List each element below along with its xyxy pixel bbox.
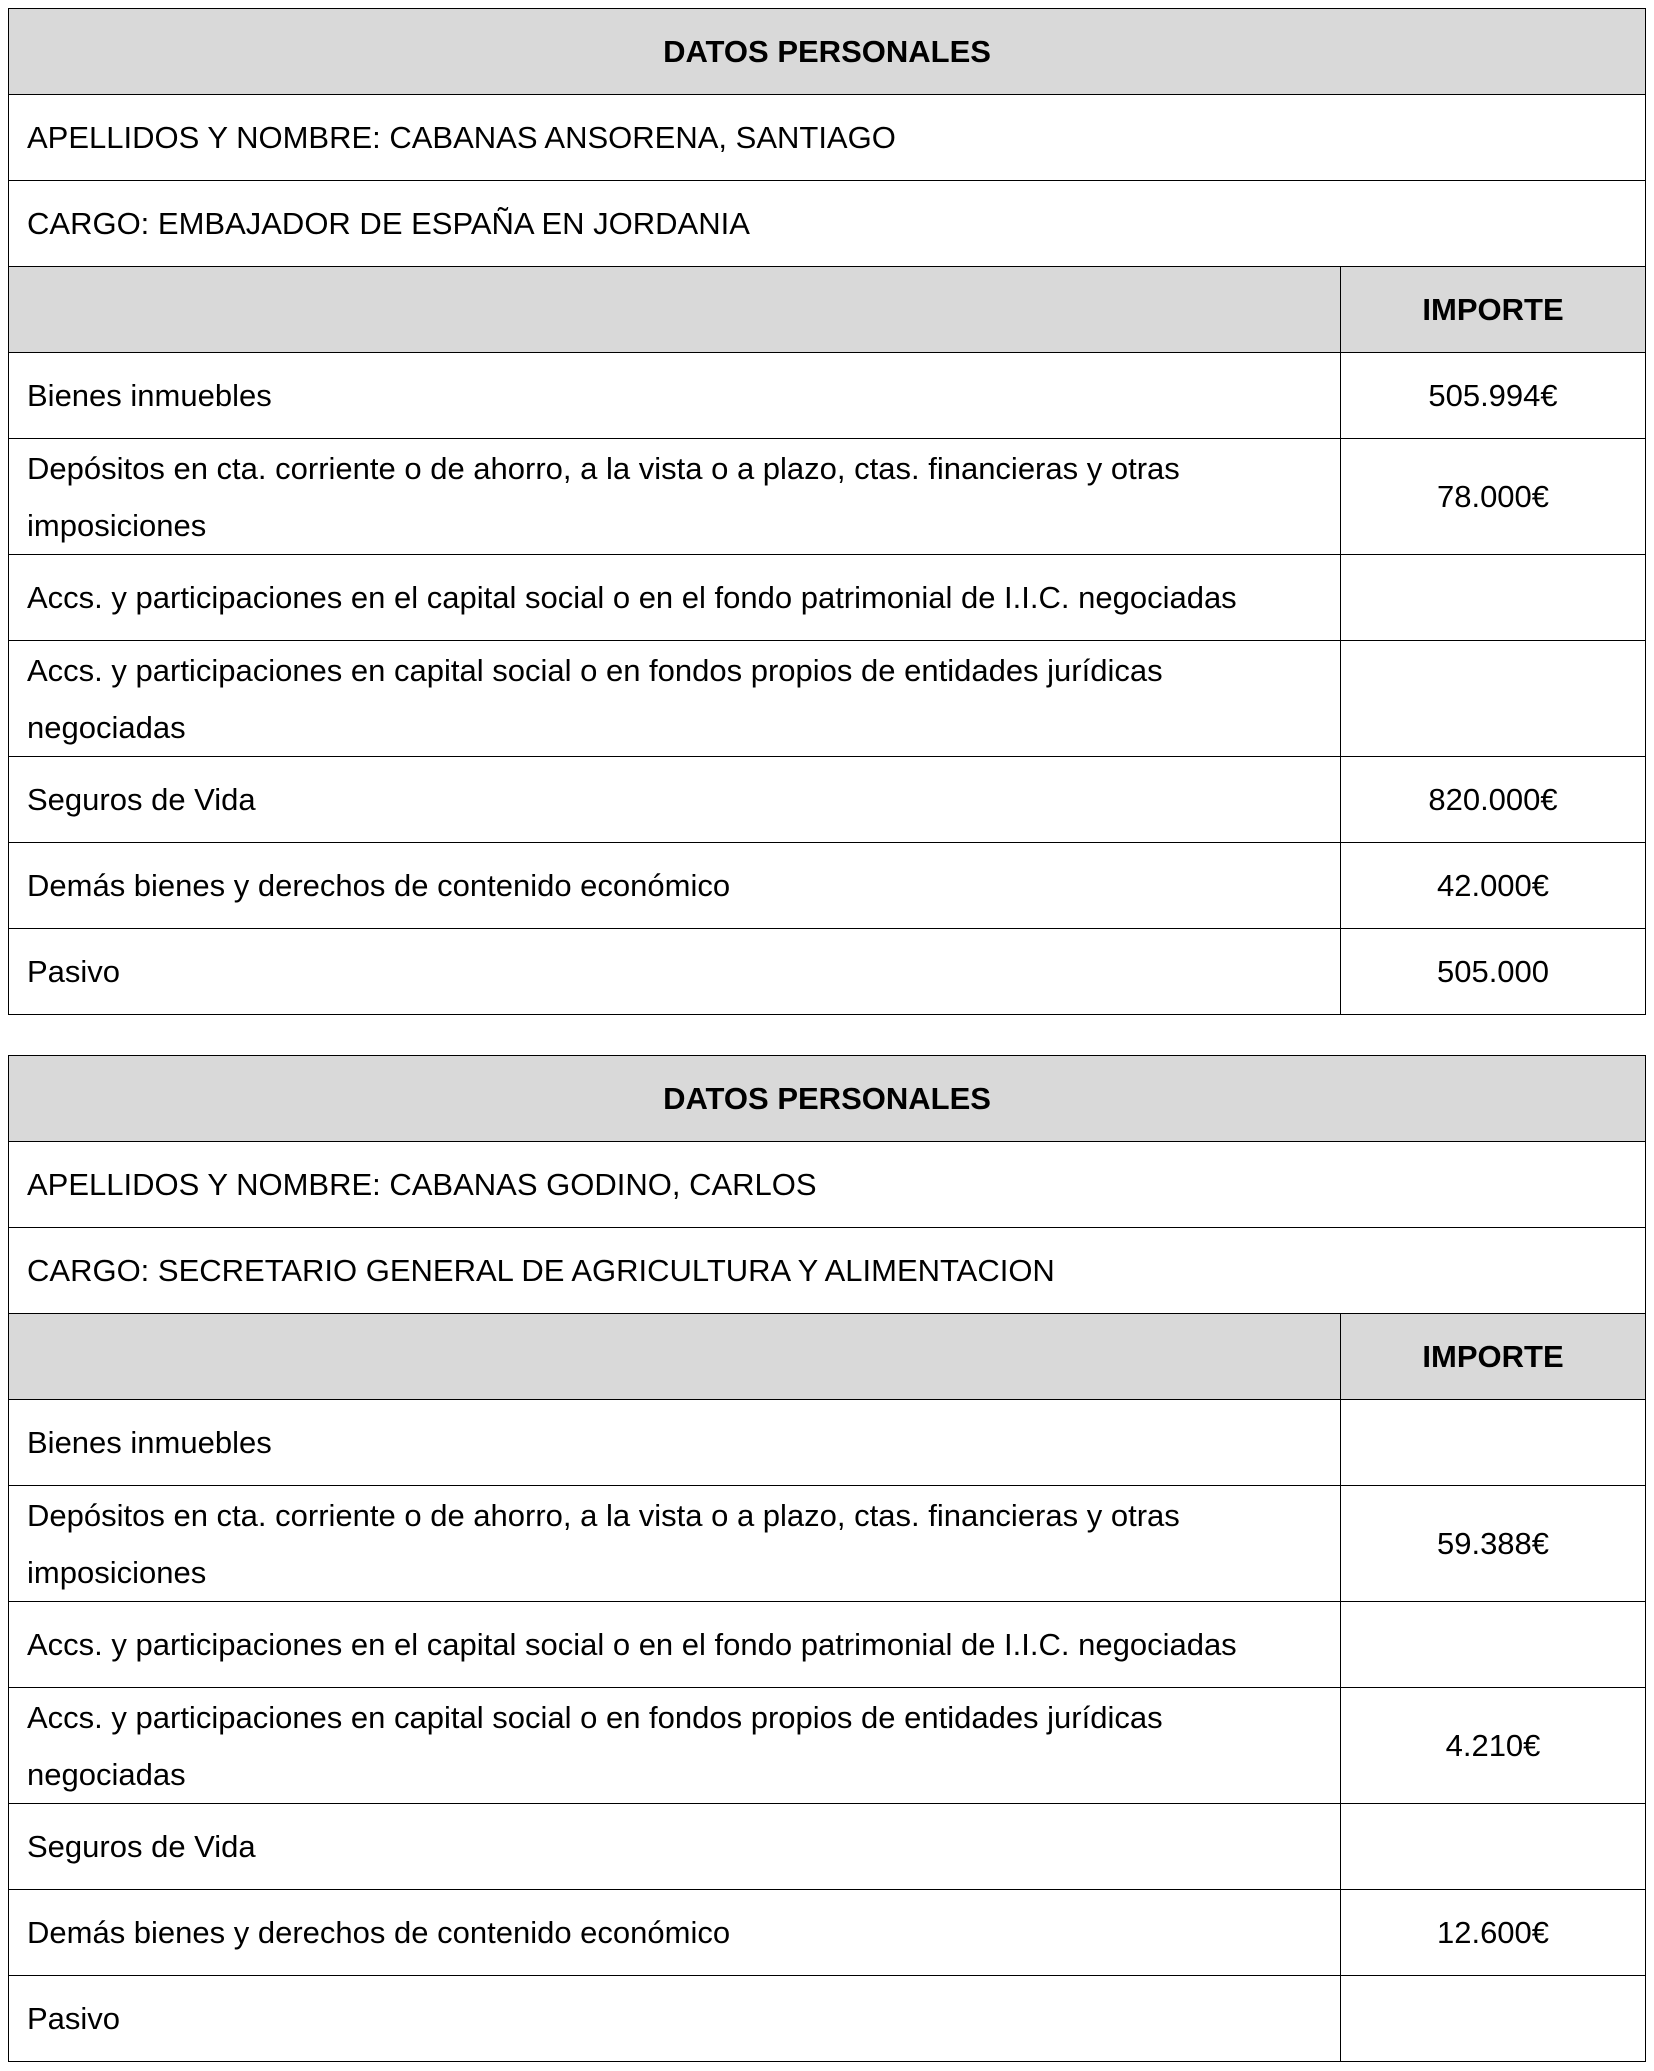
- concept-cell: Bienes inmuebles: [9, 353, 1341, 439]
- amount-cell: 78.000€: [1341, 439, 1646, 555]
- concept-header-cell: [9, 267, 1341, 353]
- concept-cell: Accs. y participaciones en capital social o en fondos propios de entidades jurídicas negociadas: [9, 641, 1341, 757]
- amount-header: IMPORTE: [1341, 267, 1646, 353]
- amount-cell: 820.000€: [1341, 757, 1646, 843]
- concept-cell: Bienes inmuebles: [9, 1400, 1341, 1486]
- amount-cell: 4.210€: [1341, 1688, 1646, 1804]
- section-header: DATOS PERSONALES: [9, 1056, 1646, 1142]
- concept-cell: Pasivo: [9, 1976, 1341, 2062]
- concept-cell: Seguros de Vida: [9, 1804, 1341, 1890]
- name-line: APELLIDOS Y NOMBRE: CABANAS GODINO, CARLOS: [9, 1142, 1646, 1228]
- amount-cell: [1341, 1804, 1646, 1890]
- amount-cell: 59.388€: [1341, 1486, 1646, 1602]
- table-row: [9, 757, 1646, 843]
- table-row: [9, 353, 1646, 439]
- table-row: [9, 1400, 1646, 1486]
- table-row: [9, 929, 1646, 1015]
- cargo-line: CARGO: SECRETARIO GENERAL DE AGRICULTURA Y ALIMENTACION: [9, 1228, 1646, 1314]
- concept-cell: Demás bienes y derechos de contenido económico: [9, 843, 1341, 929]
- declaration-table-2: [8, 1055, 1646, 2062]
- concept-cell: Demás bienes y derechos de contenido económico: [9, 1890, 1341, 1976]
- concept-cell: Accs. y participaciones en el capital social o en el fondo patrimonial de I.I.C. negociadas: [9, 555, 1341, 641]
- amount-cell: [1341, 1400, 1646, 1486]
- concept-header-cell: [9, 1314, 1341, 1400]
- concept-cell: Pasivo: [9, 929, 1341, 1015]
- amount-cell: [1341, 555, 1646, 641]
- amount-cell: [1341, 641, 1646, 757]
- table-row: [9, 555, 1646, 641]
- amount-cell: 505.000: [1341, 929, 1646, 1015]
- table-row: [9, 1602, 1646, 1688]
- amount-cell: 505.994€: [1341, 353, 1646, 439]
- concept-cell: Depósitos en cta. corriente o de ahorro, a la vista o a plazo, ctas. financieras y otras imposiciones: [9, 1486, 1341, 1602]
- concept-cell: Accs. y participaciones en capital social o en fondos propios de entidades jurídicas negociadas: [9, 1688, 1341, 1804]
- table-row: [9, 843, 1646, 929]
- amount-cell: [1341, 1976, 1646, 2062]
- declaration-table-1: [8, 8, 1646, 1015]
- concept-cell: Accs. y participaciones en el capital social o en el fondo patrimonial de I.I.C. negociadas: [9, 1602, 1341, 1688]
- amount-cell: 42.000€: [1341, 843, 1646, 929]
- table-row: [9, 1890, 1646, 1976]
- concept-cell: Depósitos en cta. corriente o de ahorro, a la vista o a plazo, ctas. financieras y otras imposiciones: [9, 439, 1341, 555]
- name-line: APELLIDOS Y NOMBRE: CABANAS ANSORENA, SANTIAGO: [9, 95, 1646, 181]
- cargo-line: CARGO: EMBAJADOR DE ESPAÑA EN JORDANIA: [9, 181, 1646, 267]
- amount-cell: 12.600€: [1341, 1890, 1646, 1976]
- table-row: [9, 641, 1646, 757]
- table-row: [9, 1976, 1646, 2062]
- amount-cell: [1341, 1602, 1646, 1688]
- table-row: [9, 439, 1646, 555]
- section-header: DATOS PERSONALES: [9, 9, 1646, 95]
- table-row: [9, 1688, 1646, 1804]
- table-row: [9, 1486, 1646, 1602]
- concept-cell: Seguros de Vida: [9, 757, 1341, 843]
- table-row: [9, 1804, 1646, 1890]
- amount-header: IMPORTE: [1341, 1314, 1646, 1400]
